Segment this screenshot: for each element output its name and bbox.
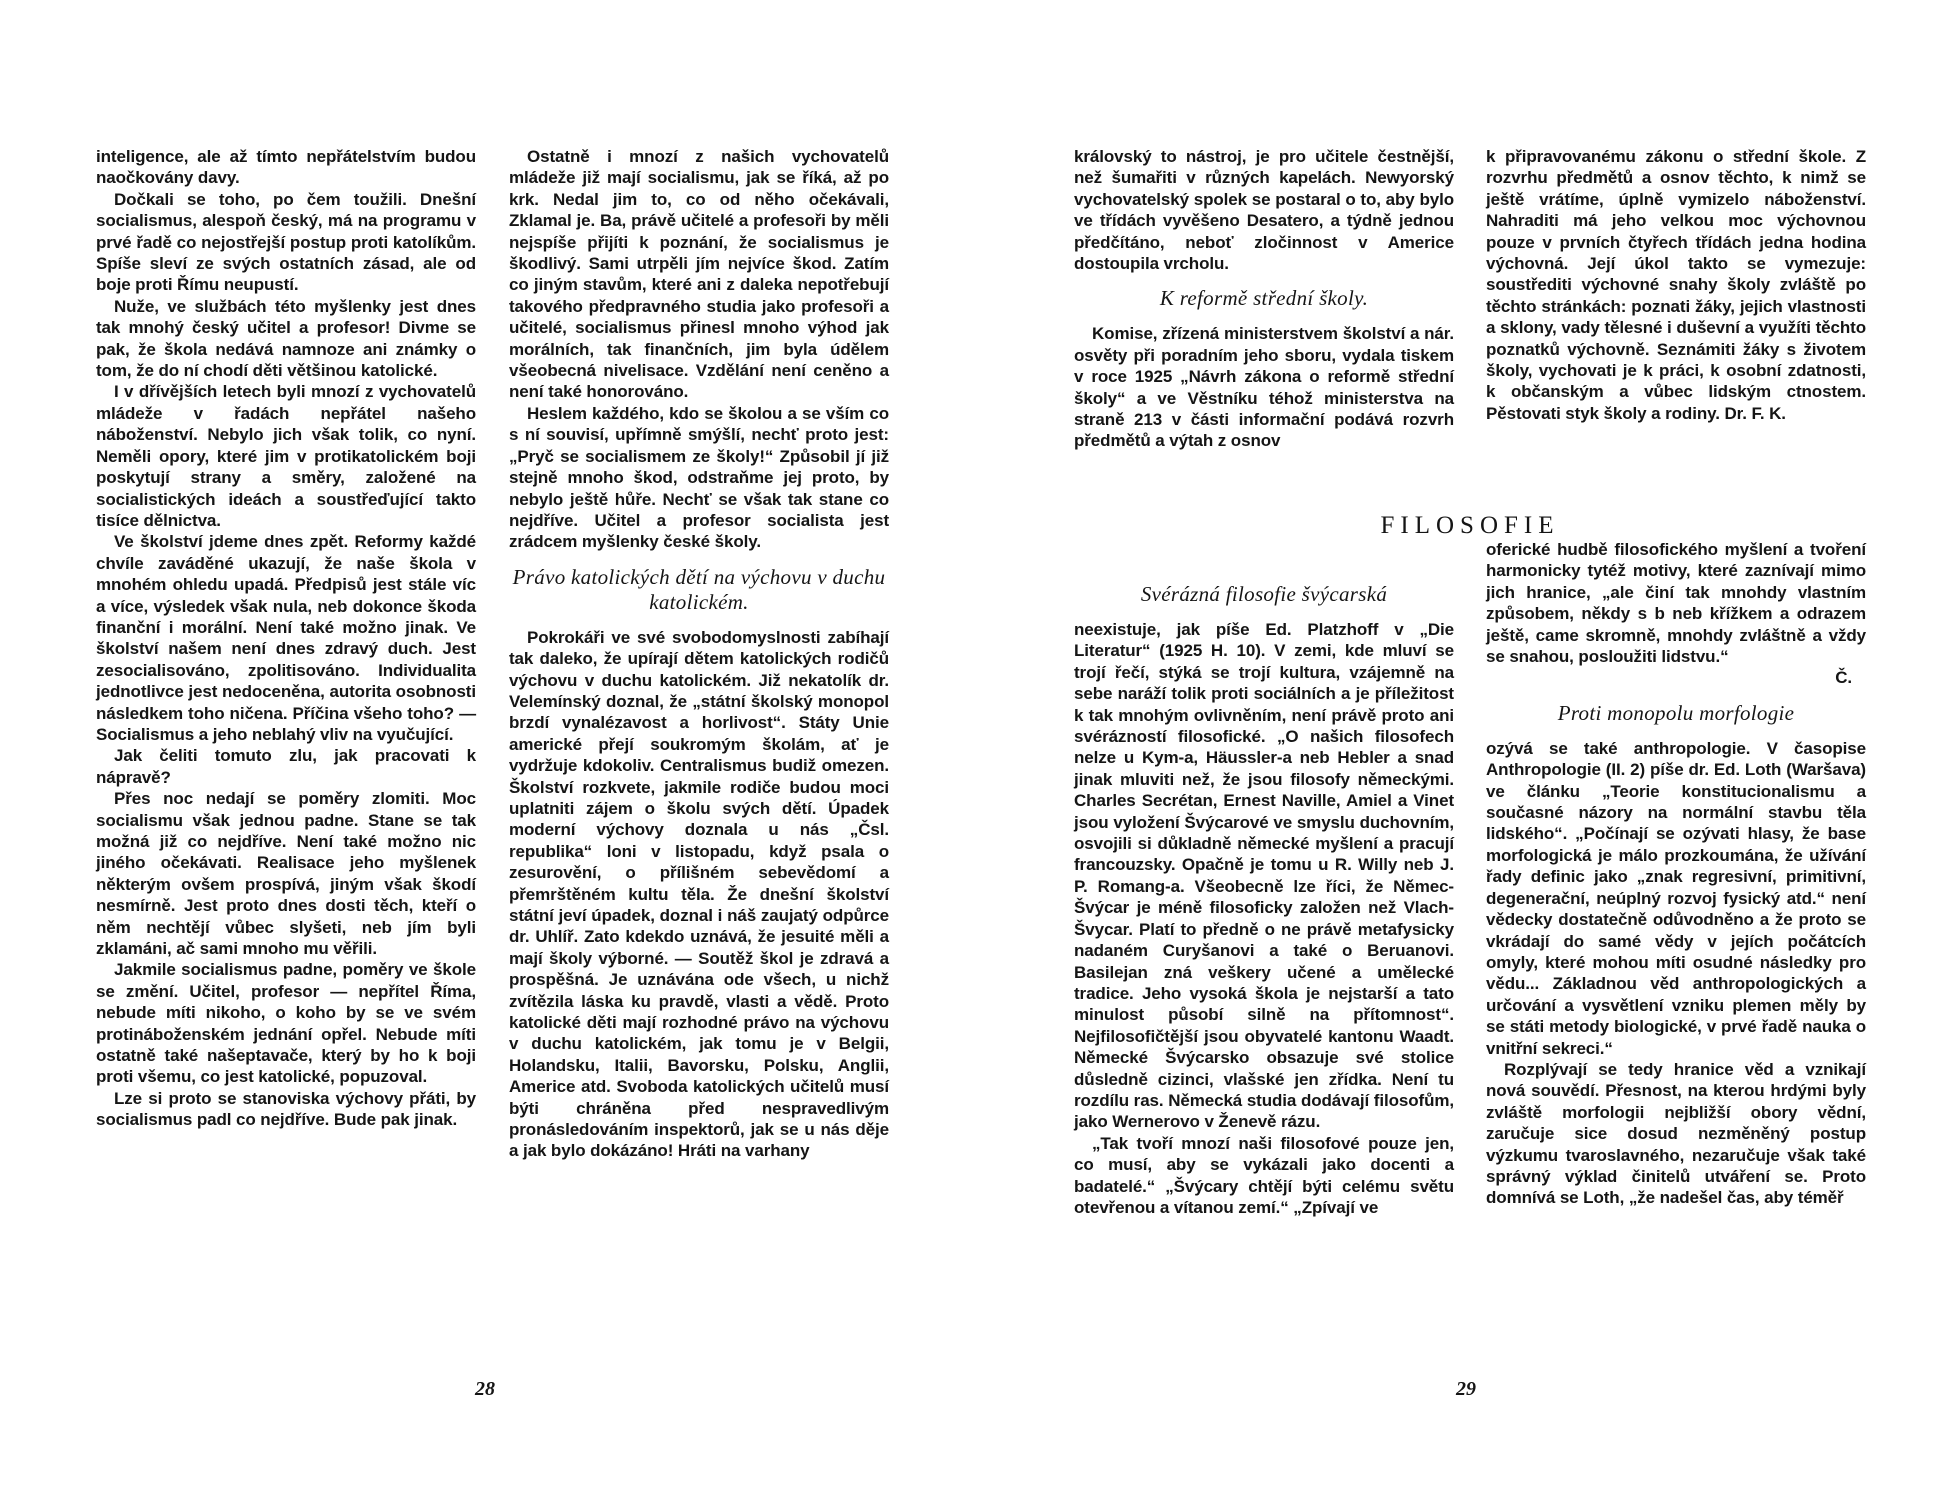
paragraph: Pokrokáři ve své svobodomyslnosti zabíhají tak daleko, že upírají dětem katolických rodičů výchovu v duchu katolickém. Již nekatolík dr. Velemínský doznal, že „státní školský monopol brzdí vynalézavost a horlivost“. Státy Unie americké přejí soukromým školám, ať je vydržuje kdokoliv. Centralismus budiž omezen. Školství rozkvete, jakmile rodiče budou moci uplatniti zájem o školu svých dětí. Úpadek moderní výchovy doznala u nás „Čsl. republika“ loni v listopadu, když psala o zesurovění, o přílišném sebevědomí a přemrštěném kultu těla. Že dnešní školství státní jeví úpadek, doznal i náš zaujatý odpůrce dr. Uhlíř. Zato kdekdo uznává, že jesuité měli a mají školy výborné. — Soutěž škol je zdravá a prospěšná. Je uznávána ode všech, u nichž zvítězila láska ku pravdě, vlasti a vědě. Proto katolické děti mají rozhodné právo na výchovu v duchu katolickém, jak tomu je v Belgii, Holandsku, Italii, Bavorsku, Polsku, Anglii, Americe atd. Svoboda katolických učitelů musí býti chráněna před nespravedlivým pronásledováním inspektorů, jak se u nás děje a jak bylo dokázáno! Hráti na varhany bbox=[509, 627, 889, 1161]
paragraph: I v dřívějších letech byli mnozí z vychovatelů mládeže v řadách nepřátel našeho náboženství. Nebylo jich však tolik, co nyní. Neměli opory, které jim v protikatolickém boji poskytují strany a směry, založené na socialistických ideách a soustřeďující takto tisíce dělnictva. bbox=[96, 382, 476, 530]
page-number: 29 bbox=[1456, 1378, 1476, 1400]
paragraph: k připravovanému zákonu o střední škole. Z rozvrhu předmětů a osnov těchto, k nimž se ještě vrátíme, úplně vymizelo náboženství. Nahraditi má jeho velkou moc výchovnou pouze v prvních čtyřech třídách jedna hodina výchovná. Její úkol takto se vymezuje: soustřediti výchovné snahy školy zvláště po těchto stránkách: poznati žáky, jejich vlastnosti a sklony, vady tělesné i duševní a využíti těchto poznatků výchovně. Seznámiti žáky s životem školy, vychovati je k práci, k osobní zdatnosti, k občanským a vůbec lidským ctnostem. Pěstovati styk školy a rodiny. Dr. F. K. bbox=[1486, 147, 1866, 423]
paragraph: oferické hudbě filosofického myšlení a tvoření harmonicky tytéž motivy, které zaznívají mimo jich hranice, „ale činí tak mnohdy vlastním způsobem, někdy s b neb křížkem a odrazem ještě, came skromně, mnohdy zvláštně a vždy se snahou, posloužiti lidstvu.“ bbox=[1486, 540, 1866, 667]
paragraph: Ostatně i mnozí z našich vychovatelů mládeže již mají socialismu, jak se říká, až po krk. Nedal jim to, co od něho očekávali, Zklamal je. Ba, právě učitelé a profesoři by měli nejspíše přijíti k poznání, že socialismus je škodlivý. Sami utrpěli jím nejvíce škod. Zatím co jiným stavům, které ani z daleka nepotřebují takového předpravného studia jako profesoři a učitelé, socialismus přinesl mnoho výhod jak morálních, tak finančních, jim byla údělem všeobecná nivelisace. Vzdělání není ceněno a není také honorováno. bbox=[509, 147, 889, 402]
paragraph: Heslem každého, kdo se školou a se vším co s ní souvisí, upřímně smýšlí, nechť proto jest: „Pryč se socialismem ze školy!“ Způsobil jí již stejně mnoho škod, odstraňme jej proto, by nebylo ještě hůře. Nechť se však tak stane co nejdříve. Učitel a profesor socialista jest zrádcem myšlenky české školy. bbox=[509, 403, 889, 552]
paragraph: Komise, zřízená ministerstvem školství a nár. osvěty při poradním jeho sboru, vydala tiskem v roce 1925 „Návrh zákona o reformě střední školy“ a ve Věstníku téhož ministerstva na straně 213 v části informační podává rozvrh předmětů a výtah z osnov bbox=[1074, 324, 1454, 451]
paragraph: Jak čeliti tomuto zlu, jak pracovati k nápravě? bbox=[96, 746, 476, 787]
author-signature: Č. bbox=[1835, 668, 1852, 688]
page-29-column-2-bottom bbox=[1486, 539, 1866, 1209]
page-28-column-2 bbox=[509, 146, 889, 1162]
page-29-column-1-top bbox=[1074, 146, 1454, 452]
page-28-column-1 bbox=[96, 146, 476, 1131]
page-29-column-2-top bbox=[1486, 146, 1866, 424]
paragraph: neexistuje, jak píše Ed. Platzhoff v „Die Literatur“ (1925 H. 10). V zemi, kde mluví se trojí řečí, stýká se trojí kultura, vzájemně na sebe naráží tolik proti sociálních a je příležitost k tak mnohým ovlivněním, není právě proto ani svérázností filosofické. „O našich filosofech nelze u Kym-a, Häussler-a neb Hebler a snad jinak mluviti než, že jsou filosofy německými. Charles Secrétan, Ernest Naville, Amiel a Vinet jsou vyložení Švýcarové ve smyslu duchovním, osvojili si důkladně německé myšlení a pracují francouzsky. Opačně je tomu u R. Willy neb J. P. Romang-a. Všeobecně lze říci, že Němec-Švýcar je méně filosoficky založen než Vlach-Švycar. Platí to předně o ne právě metafysicky nadaném Curyšanovi a také o Beruanovi. Basilejan zná veškery učené a umělecké tradice. Jeho vysoká škola je nejstarší a tato minulost působí silně na přítomnost“. Nejfilosofičtější jsou obyvatelé kantonu Waadt. Německé Švýcarsko obsazuje své stolice důsledně cizinci, vlašské jen zřídka. Není tu rozdílu ras. Německá studia dodávají filosofům, jako Wernerovo v Ženevě rázu. bbox=[1074, 620, 1454, 1132]
paragraph: Přes noc nedají se poměry zlomiti. Moc socialismu však jednou padne. Stane se tak možná již co nejdříve. Není také možno nic jiného očekávati. Realisace jeho myšlenek některým ovšem prospívá, jiným však škodí nesmírně. Jest proto dnes dosti těch, kteří o něm nechtějí vůbec slyšeti, neb jím byli zklamáni, ač sami mnoho mu věřili. bbox=[96, 789, 476, 959]
page-number: 28 bbox=[475, 1378, 495, 1400]
paragraph: Rozplývají se tedy hranice věd a vznikají nová souvědí. Přesnost, na kterou hrdými byly zvláště morfologii nejbližší obory vědní, zaručuje sice dosud nezměněný postup výzkumu tvaroslavného, nezaručuje však také správný výklad činitelů utváření se. Proto domnívá se Loth, „že nadešel čas, aby téměř bbox=[1486, 1059, 1866, 1208]
paragraph: Jakmile socialismus padne, poměry ve škole se změní. Učitel, profesor — nepřítel Říma, nebude míti nikoho, o koho by se ve svém protináboženském jednání opřel. Nebude míti ostatně také našeptavače, který by ho k boji proti všemu, co jest katolické, popuzoval. bbox=[96, 960, 476, 1087]
paragraph: královský to nástroj, je pro učitele čestnější, než šumařiti v různých kapelách. Newyorský vychovatelský spolek se postaral o to, aby bylo ve třídách vyvěšeno Desatero, a týdně jednou předčítáno, neboť zločinnost v Americe dostoupila vrcholu. bbox=[1074, 147, 1454, 274]
paragraph: „Tak tvoří mnozí naši filosofové pouze jen, co musí, aby se vykázali jako docenti a badatelé.“ „Švýcary chtějí býti celému světu otevřenou a vítanou zemí.“ „Zpívají ve bbox=[1074, 1133, 1454, 1217]
paragraph: ozývá se také anthropologie. V časopise Anthropologie (II. 2) píše dr. Ed. Loth (Waršava) ve článku „Teorie konstitucionalismu a současné názory na normální stavbu těla lidského“. „Počínají se ozývati hlasy, že base morfologická je málo prozkoumána, že užívání řady definic jako „znak regresivní, primitivní, degenerační, neúplný rozvoj fysický atd.“ není vědecky dostatečně odůvodněno a že proto se vkrádají do samé vědy v jejích počátcích omyly, které mohou míti osudné následky pro vědu... Základnou věd anthropologických a určování a vysvětlení vzniku plemen měly by se státi metody biologické, v prvé řadě nauka o vnitřní sekreci.“ bbox=[1486, 738, 1866, 1058]
article-heading: Právo katolických dětí na výchovu v duchu katolickém. bbox=[512, 564, 886, 614]
paragraph: inteligence, ale až tímto nepřátelstvím budou naočkovány davy. bbox=[96, 147, 476, 188]
article-heading: K reformě střední školy. bbox=[1159, 286, 1369, 311]
paragraph: Nuže, ve službách této myšlenky jest dnes tak mnohý český učitel a profesor! Divme se pak, že škola nedává namnoze ani známky o tom, že do ní chodí děti většinou katolické. bbox=[96, 296, 476, 381]
page-29-column-1-bottom bbox=[1074, 570, 1454, 1218]
article-heading: Svérázná filosofie švýcarská bbox=[1140, 582, 1388, 606]
paragraph: Lze si proto se stanoviska výchovy přáti, by socialismus padl co nejdříve. Bude pak jinak. bbox=[96, 1088, 476, 1130]
section-title: FILOSOFIE bbox=[1380, 512, 1560, 539]
paragraph: Dočkali se toho, po čem toužili. Dnešní socialismus, alespoň český, má na programu v prvé řadě co nejostřejší postup proti katolíkům. Spíše sleví ze svých ostatních zásad, ale od boje proti Římu neupustí. bbox=[96, 189, 476, 295]
article-heading: Proti monopolu morfologie bbox=[1557, 700, 1795, 725]
paragraph: Ve školství jdeme dnes zpět. Reformy každé chvíle zaváděné ukazují, že naše škola v mnohém ohledu upadá. Předpisů jest stále víc a více, výsledek však nula, neb dokonce škoda finanční i morální. Není také možno jinak. Ve školství našem není dnes zdravý duch. Jest zesocialisováno, zpolitisováno. Individualita jednotlivce jest nedoceněna, autorita osobnosti následkem toho ničena. Příčina všeho toho? — Socialismus a jeho neblahý vliv na vyučující. bbox=[96, 532, 476, 744]
